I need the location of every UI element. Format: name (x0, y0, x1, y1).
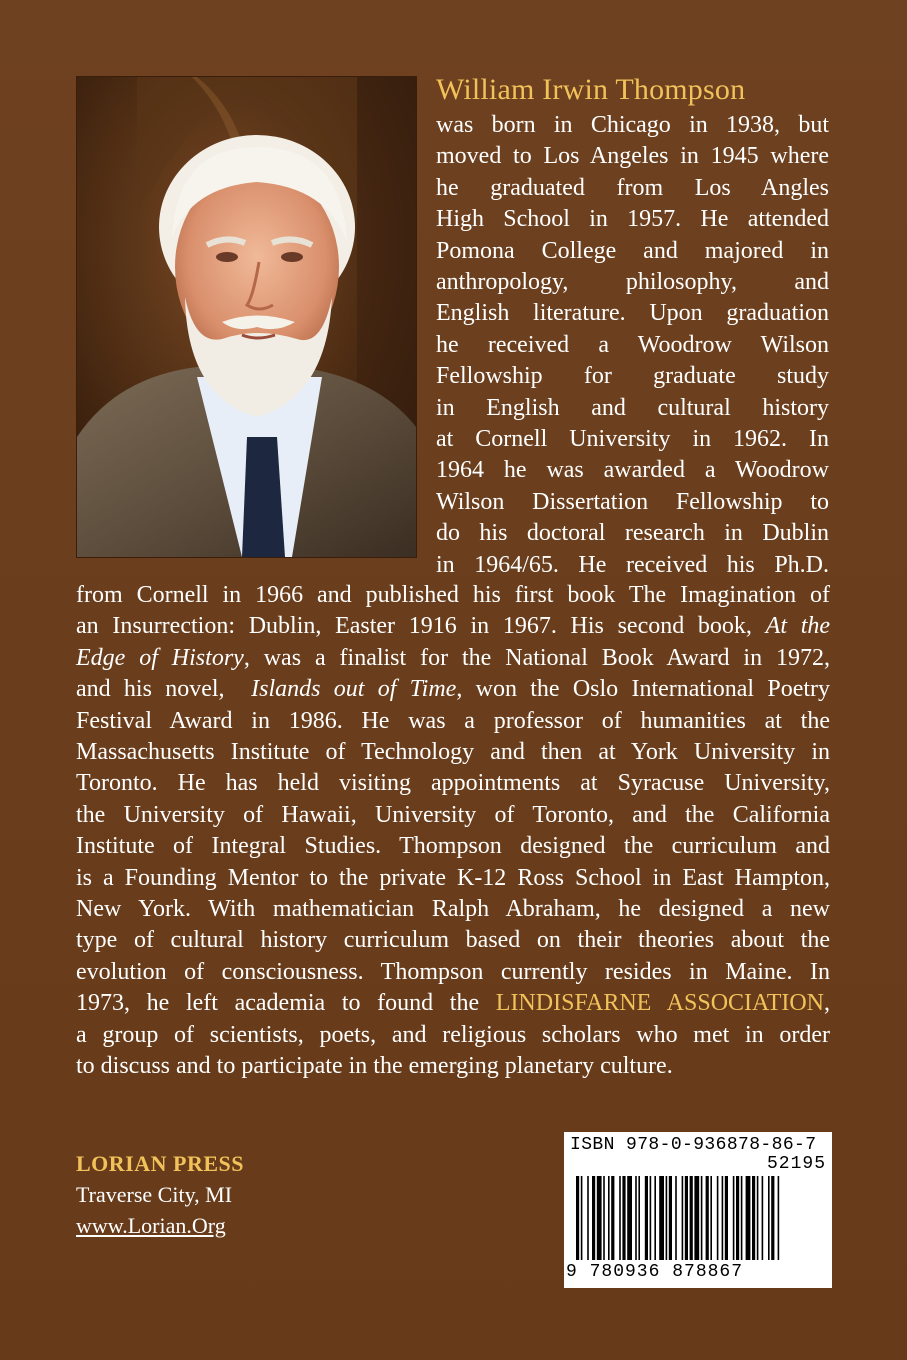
barcode-bar (701, 1176, 703, 1260)
barcode-bar (650, 1176, 652, 1260)
bio-line: at Cornell University in 1962. In (436, 426, 829, 453)
barcode-bar (771, 1176, 774, 1260)
bio-line: from Cornell in 1966 and published his first book The Imagination of (76, 582, 830, 608)
barcode-bar (710, 1176, 712, 1260)
bio-line: in 1964/65. He received his Ph.D. (436, 551, 829, 578)
barcode-bar (768, 1176, 770, 1260)
bio-line: Edge of History, was a finalist for the National Book Award in 1972, (76, 644, 830, 671)
barcode-bar (627, 1176, 632, 1260)
barcode-bar (762, 1176, 764, 1260)
barcode-bar (717, 1176, 719, 1260)
publisher-location: Traverse City, MI (76, 1182, 233, 1207)
barcode-bar (694, 1176, 699, 1260)
bio-line: to discuss and to participate in the emerging planetary culture. (76, 1053, 673, 1080)
bio-line: do his doctoral research in Dublin (436, 520, 829, 547)
barcode-bar (733, 1176, 735, 1260)
author-bio-wide (76, 580, 830, 1083)
barcode-bar (690, 1176, 693, 1260)
barcode-bar (654, 1176, 656, 1260)
bio-line: Pomona College and majored in (436, 237, 829, 264)
book-title-islands-out-of-time: Islands out of Time (251, 676, 457, 703)
isbn-barcode (564, 1132, 832, 1288)
publisher-name: LORIAN PRESS (76, 1151, 244, 1176)
bio-line: a group of scientists, poets, and religious scholars who met in order (76, 1021, 830, 1048)
barcode-bars (576, 1176, 820, 1262)
barcode-bar (608, 1176, 610, 1260)
bio-line: New York. With mathematician Ralph Abraham, he designed a new (76, 896, 830, 923)
barcode-bar (675, 1176, 677, 1260)
bio-line: English literature. Upon graduation (436, 300, 829, 327)
bio-line: Institute of Integral Studies. Thompson designed the curriculum and (76, 833, 830, 860)
author-portrait-illustration (77, 77, 416, 557)
barcode-bar (736, 1176, 739, 1260)
bio-line: and his novel, Islands out of Time, won the Oslo International Poetry (76, 676, 831, 703)
barcode-bar (722, 1176, 724, 1260)
bio-line: in English and cultural history (436, 394, 829, 421)
price-code: 52195 (766, 1154, 826, 1174)
bio-line: Wilson Dissertation Fellowship to (436, 488, 829, 515)
barcode-bar (706, 1176, 709, 1260)
barcode-bar (622, 1176, 625, 1260)
barcode-bar (611, 1176, 614, 1260)
bio-line: Fellowship for graduate study (436, 363, 829, 390)
barcode-bar (603, 1176, 605, 1260)
bio-line: evolution of consciousness. Thompson currently resides in Maine. In (76, 958, 830, 985)
author-bio-narrow (436, 110, 829, 581)
author-portrait (76, 76, 417, 558)
publisher-website-link[interactable]: www.Lorian.Org (76, 1213, 226, 1238)
bio-line: an Insurrection: Dublin, Easter 1916 in 1967. His second book, At the (76, 613, 831, 640)
barcode-bar (752, 1176, 755, 1260)
barcode-bar (666, 1176, 668, 1260)
bio-line: the University of Hawaii, University of Toronto, and the California (76, 801, 830, 828)
bio-line: was born in Chicago in 1938, but (436, 112, 829, 138)
barcode-bar (619, 1176, 621, 1260)
barcode-bar (635, 1176, 637, 1260)
author-name: William Irwin Thompson (436, 73, 746, 106)
bio-line: type of cultural history curriculum based on their theories about the (76, 927, 830, 954)
bio-line: is a Founding Mentor to the private K-12 Ross School in East Hampton, (76, 864, 830, 891)
book-title-edge-of-history: Edge of History (76, 644, 244, 671)
barcode-bar (576, 1176, 579, 1260)
barcode-bar (778, 1176, 780, 1260)
book-title-at-the: At the (765, 613, 831, 640)
barcode-bar (645, 1176, 648, 1260)
barcode-bar (669, 1176, 672, 1260)
bio-line: High School in 1957. He attended (436, 206, 829, 233)
bio-line: 1964 he was awarded a Woodrow (436, 457, 829, 484)
barcode-bar (659, 1176, 664, 1260)
ean-number: 9 780936 878867 (566, 1262, 744, 1282)
bio-line: Toronto. He has held visiting appointments at Syracuse University, (76, 770, 830, 797)
barcode-bar (685, 1176, 688, 1260)
isbn-number: ISBN 978-0-936878-86-7 (570, 1135, 817, 1155)
bio-line: moved to Los Angeles in 1945 where (436, 143, 829, 170)
bio-line: he received a Woodrow Wilson (436, 331, 829, 358)
barcode-bar (581, 1176, 583, 1260)
bio-line: 1973, he left academia to found the LINDISFARNE ASSOCIATION, (76, 990, 831, 1017)
lindisfarne-association: LINDISFARNE ASSOCIATION (495, 990, 825, 1017)
publisher-block (76, 1148, 336, 1241)
bio-line: Festival Award in 1986. He was a professor of humanities at the (76, 707, 830, 734)
bio-line: anthropology, philosophy, and (436, 269, 829, 296)
bio-line: Massachusetts Institute of Technology and then at York University in (76, 739, 830, 766)
bio-line: he graduated from Los Angles (436, 174, 829, 201)
barcode-bar (757, 1176, 759, 1260)
barcode-bar (592, 1176, 595, 1260)
barcode-bar (682, 1176, 684, 1260)
barcode-bar (638, 1176, 640, 1260)
barcode-bar (725, 1176, 728, 1260)
barcode-bar (587, 1176, 589, 1260)
barcode-bar (741, 1176, 743, 1260)
barcode-bar (597, 1176, 602, 1260)
barcode-bar (746, 1176, 751, 1260)
